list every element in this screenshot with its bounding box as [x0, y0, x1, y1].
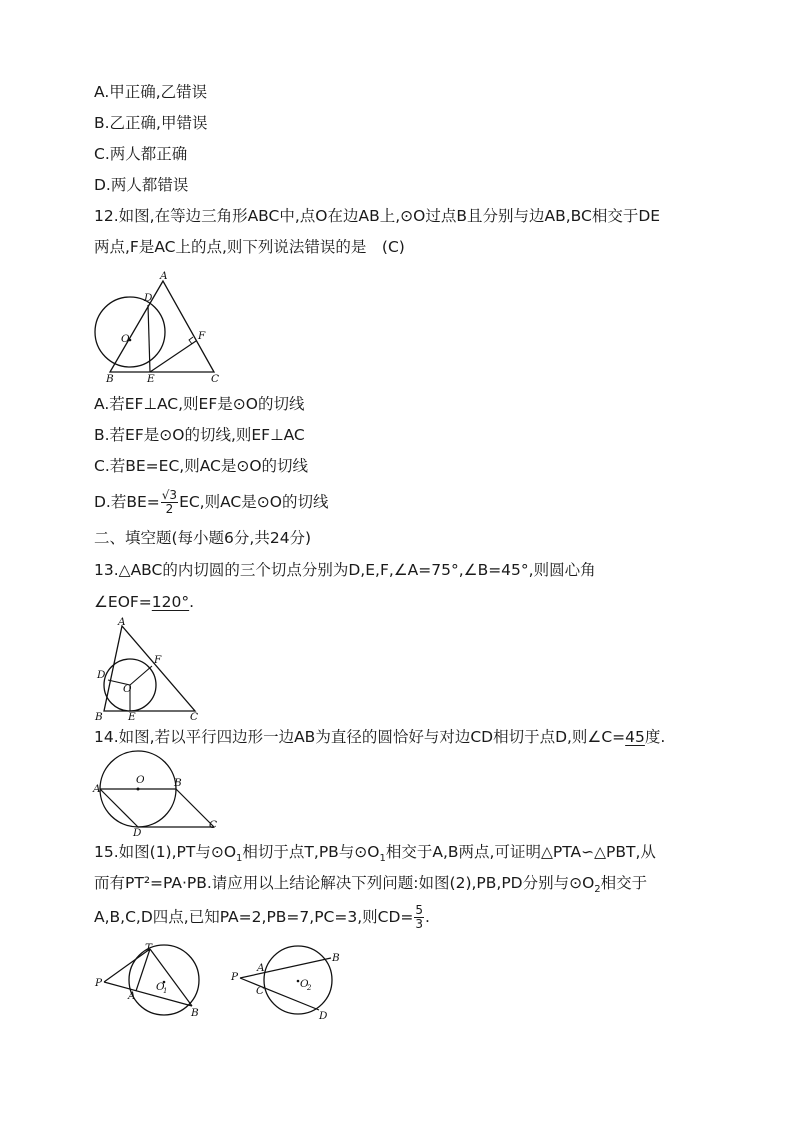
- q13-radius-of: [130, 666, 152, 685]
- q15-fig1-secant-pb: [104, 982, 192, 1006]
- q12-label-b: B: [106, 373, 114, 383]
- q15-line2-end: 相交于: [600, 874, 648, 892]
- q15-fig2-label-b: B: [332, 952, 340, 964]
- q15-fig2-secant-pb: [240, 958, 331, 978]
- q13-label-e: E: [128, 711, 136, 722]
- q15-line3-text: A,B,C,D四点,已知PA=2,PB=7,PC=3,则CD=: [94, 908, 414, 926]
- q12-option-d-prefix: D.若BE=: [94, 493, 160, 511]
- q12-label-a: A: [160, 270, 168, 282]
- q12-option-d-suffix: EC,则AC是⊙O的切线: [179, 493, 329, 511]
- q13-figure: [90, 616, 210, 722]
- q15-fig1-tangent-pt: [104, 949, 150, 982]
- q13-answer: 120°: [151, 593, 190, 611]
- q14-stem-text: 14.如图,若以平行四边形一边AB为直径的圆恰好与对边CD相切于点D,则∠C=: [94, 728, 626, 746]
- q15-fig2-label-o: O: [300, 978, 309, 990]
- q14-answer: 45: [625, 728, 645, 746]
- q14-label-a: A: [93, 783, 101, 795]
- q15-fig1-label-t: T: [145, 942, 153, 954]
- q11-option-a: A.甲正确,乙错误: [94, 83, 208, 101]
- q14-stem-end: 度.: [644, 728, 666, 746]
- q12-option-b: B.若EF是⊙O的切线,则EF⊥AC: [94, 426, 305, 444]
- q13-stem-line2: [94, 592, 194, 612]
- q15-fig2-label-sub: 2: [307, 984, 312, 992]
- q12-fraction-numerator: √3: [161, 488, 178, 502]
- q15-line1-part1: 15.如图(1),PT与⊙O: [94, 843, 237, 861]
- q12-segment-ef: [150, 341, 196, 372]
- q15-fig1-label-b: B: [191, 1007, 199, 1018]
- q14-label-b: B: [174, 777, 182, 789]
- q13-period: .: [189, 593, 195, 611]
- q12-label-d: D: [144, 292, 153, 304]
- q15-stem-line1: [94, 842, 656, 869]
- q14-label-d: D: [133, 827, 142, 836]
- q15-fig1-chord-ta: [136, 949, 150, 991]
- q15-figure-1: [92, 942, 210, 1018]
- q13-angle-text: ∠EOF=: [94, 593, 152, 611]
- q13-label-d: D: [97, 669, 106, 681]
- q11-option-d: D.两人都错误: [94, 176, 189, 194]
- q15-fig1-chord-tb: [150, 949, 192, 1006]
- q12-option-c: C.若BE=EC,则AC是⊙O的切线: [94, 457, 309, 475]
- q12-fraction-denominator: 2: [165, 502, 174, 516]
- q12-option-a: A.若EF⊥AC,则EF是⊙O的切线: [94, 395, 305, 413]
- q15-fig1-label-a: A: [128, 990, 136, 1002]
- q12-stem-line2: 两点,F是AC上的点,则下列说法错误的是 (C): [94, 238, 405, 256]
- q15-stem-line3: [94, 900, 430, 934]
- q13-label-b: B: [95, 711, 103, 722]
- q12-option-d-fraction: [161, 489, 178, 516]
- q15-fig2-label-p: P: [231, 971, 239, 983]
- q15-answer-denominator: 3: [415, 917, 424, 931]
- q12-label-e: E: [147, 373, 155, 383]
- q14-figure: [92, 748, 222, 836]
- q11-option-b: B.乙正确,甲错误: [94, 114, 208, 132]
- q15-fig2-label-d: D: [319, 1010, 328, 1020]
- q14-stem: [94, 727, 665, 747]
- q13-stem-line1: 13.△ABC的内切圆的三个切点分别为D,E,F,∠A=75°,∠B=45°,则圆心角: [94, 561, 596, 579]
- q15-fig1-label-o: O: [156, 981, 165, 993]
- q14-label-o: O: [136, 774, 145, 786]
- q15-fig2-label-c: C: [256, 985, 265, 997]
- q11-option-c: C.两人都正确: [94, 145, 188, 163]
- q15-line3-end: .: [425, 908, 430, 926]
- q12-label-o: O: [121, 333, 130, 345]
- q15-fig1-label-p: P: [95, 977, 103, 989]
- q15-line1-part3: 相交于A,B两点,可证明△PTA∽△PBT,从: [385, 843, 656, 861]
- q12-triangle-abc: [110, 281, 214, 372]
- q15-fig2-center-dot: [297, 980, 300, 983]
- q15-fig1-label-sub: 1: [163, 987, 168, 995]
- q12-option-d: [94, 486, 328, 518]
- q12-circle-o: [95, 297, 165, 367]
- q15-answer-fraction: [414, 904, 424, 931]
- q15-answer-numerator: 5: [415, 903, 424, 917]
- q12-label-f: F: [198, 330, 206, 342]
- q15-line2-text: 而有PT²=PA·PB.请应用以上结论解决下列问题:如图(2),PB,PD分别与⊙O: [94, 874, 595, 892]
- q15-line1-part2: 相切于点T,PB与⊙O: [242, 843, 380, 861]
- q14-center-dot: [137, 788, 140, 791]
- q15-subscript-2: 2: [594, 884, 601, 896]
- q13-label-o: O: [123, 683, 132, 695]
- q15-figure-2: [228, 940, 350, 1020]
- q15-subscript-1b: 1: [379, 853, 386, 865]
- q12-stem-line1: 12.如图,在等边三角形ABC中,点O在边AB上,⊙O过点B且分别与边AB,BC相交于DE: [94, 207, 661, 225]
- q15-subscript-1a: 1: [236, 853, 243, 865]
- q13-label-c: C: [190, 711, 199, 722]
- q15-stem-line2: [94, 873, 647, 900]
- q13-label-f: F: [154, 654, 162, 666]
- q13-label-a: A: [118, 616, 126, 628]
- q12-label-c: C: [211, 373, 220, 383]
- section-2-heading: 二、填空题(每小题6分,共24分): [94, 529, 312, 547]
- q15-fig2-label-a: A: [257, 962, 265, 974]
- q14-label-c: C: [209, 819, 218, 831]
- q12-figure: [90, 268, 230, 383]
